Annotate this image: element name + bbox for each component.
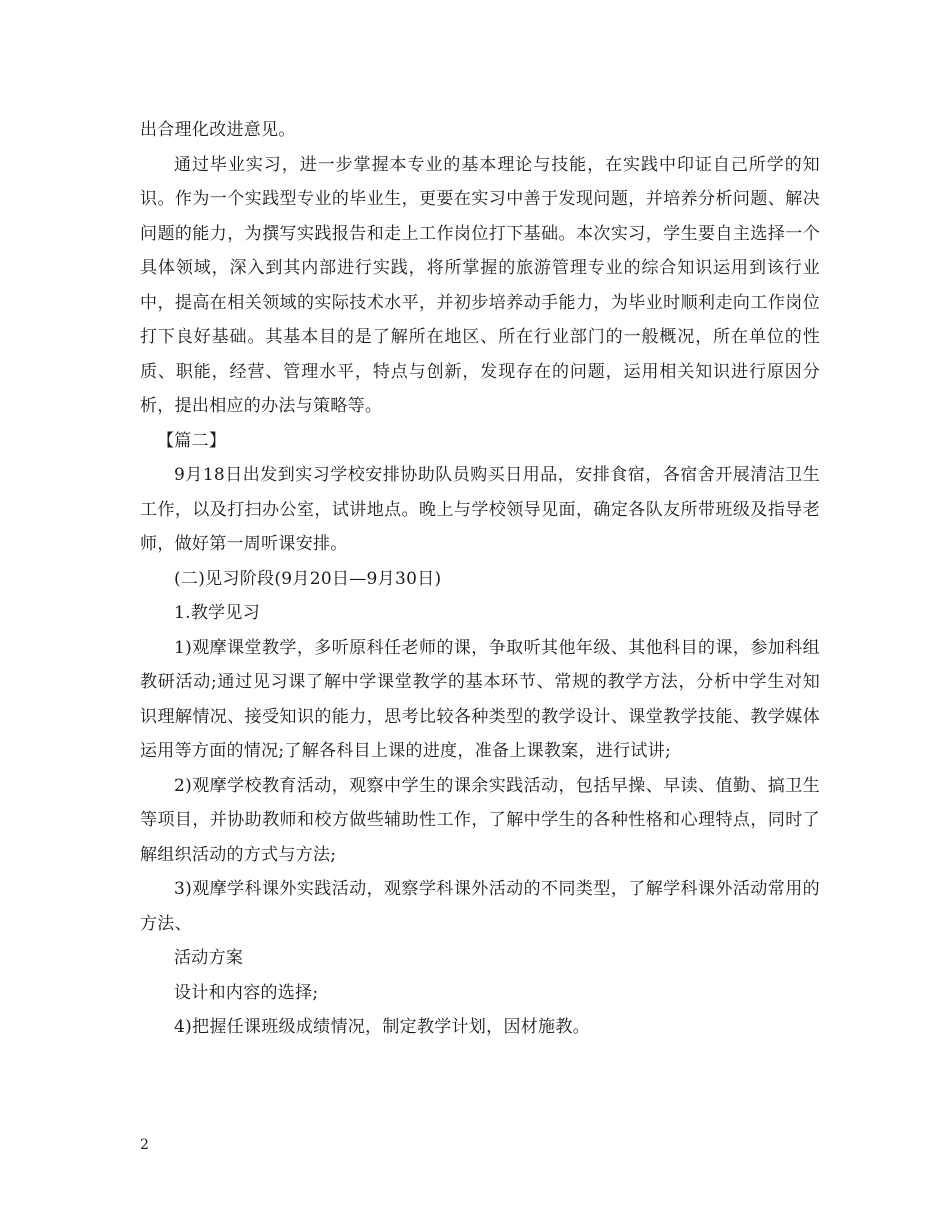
paragraph-1: 出合理化改进意见。 (140, 120, 296, 140)
paragraph-6: 1)观摩课堂教学，多听原科任老师的课，争取听其他年级、其他科目的课，参加科组教研活动;通过见习课了解中学课堂教学的基本环节、常规的教学方法，分析中学生对知识理解情况、接受知识的能力，思考比较各种类型的教学设计、课堂教学技能、教学媒体运用等方面的情况;了解各科目上课的进度，准备上课教案，进行试讲; (140, 637, 820, 761)
paragraph-2: 通过毕业实习，进一步掌握本专业的基本理论与技能，在实践中印证自己所学的知识。作为一个实践型专业的毕业生，更要在实习中善于发现问题，并培养分析问题、解决问题的能力，为撰写实践报告和走上工作岗位打下基础。本次实习，学生要自主选择一个具体领域，深入到其内部进行实践，将所掌握的旅游管理专业的综合知识运用到该行业中，提高在相关领域的实际技术水平，并初步培养动手能力，为毕业时顺利走向工作岗位打下良好基础。其基本目的是了解所在地区、所在行业部门的一般概况，所在单位的性质、职能，经营、管理水平，特点与创新，发现存在的问题，运用相关知识进行原因分析，提出相应的办法与策略等。 (140, 154, 820, 416)
section-heading: 【篇二】 (157, 430, 227, 451)
paragraph-4: (二)见习阶段(9月20日—9月30日) (174, 568, 442, 589)
paragraph-11: 4)把握任课班级成绩情况，制定教学计划，因材施教。 (174, 1017, 590, 1037)
page-number: 2 (140, 1137, 149, 1153)
paragraph-10: 设计和内容的选择; (174, 982, 319, 1003)
paragraph-5: 1.教学见习 (174, 603, 261, 623)
paragraph-9: 活动方案 (174, 948, 244, 968)
page-body (140, 113, 820, 1045)
paragraph-8: 3)观摩学科课外实践活动，观察学科课外活动的不同类型，了解学科课外活动常用的方法、 (140, 879, 820, 934)
paragraph-7: 2)观摩学校教育活动，观察中学生的课余实践活动，包括早操、早读、值勤、搞卫生等项目，并协助教师和校方做些辅助性工作，了解中学生的各种性格和心理特点，同时了解组织活动的方式与方法; (140, 775, 820, 865)
paragraph-3: 9月18日出发到实习学校安排协助队员购买日用品，安排食宿，各宿舍开展清洁卫生工作，以及打扫办公室，试讲地点。晚上与学校领导见面，确定各队友所带班级及指导老师，做好第一周听课安排。 (140, 465, 820, 554)
